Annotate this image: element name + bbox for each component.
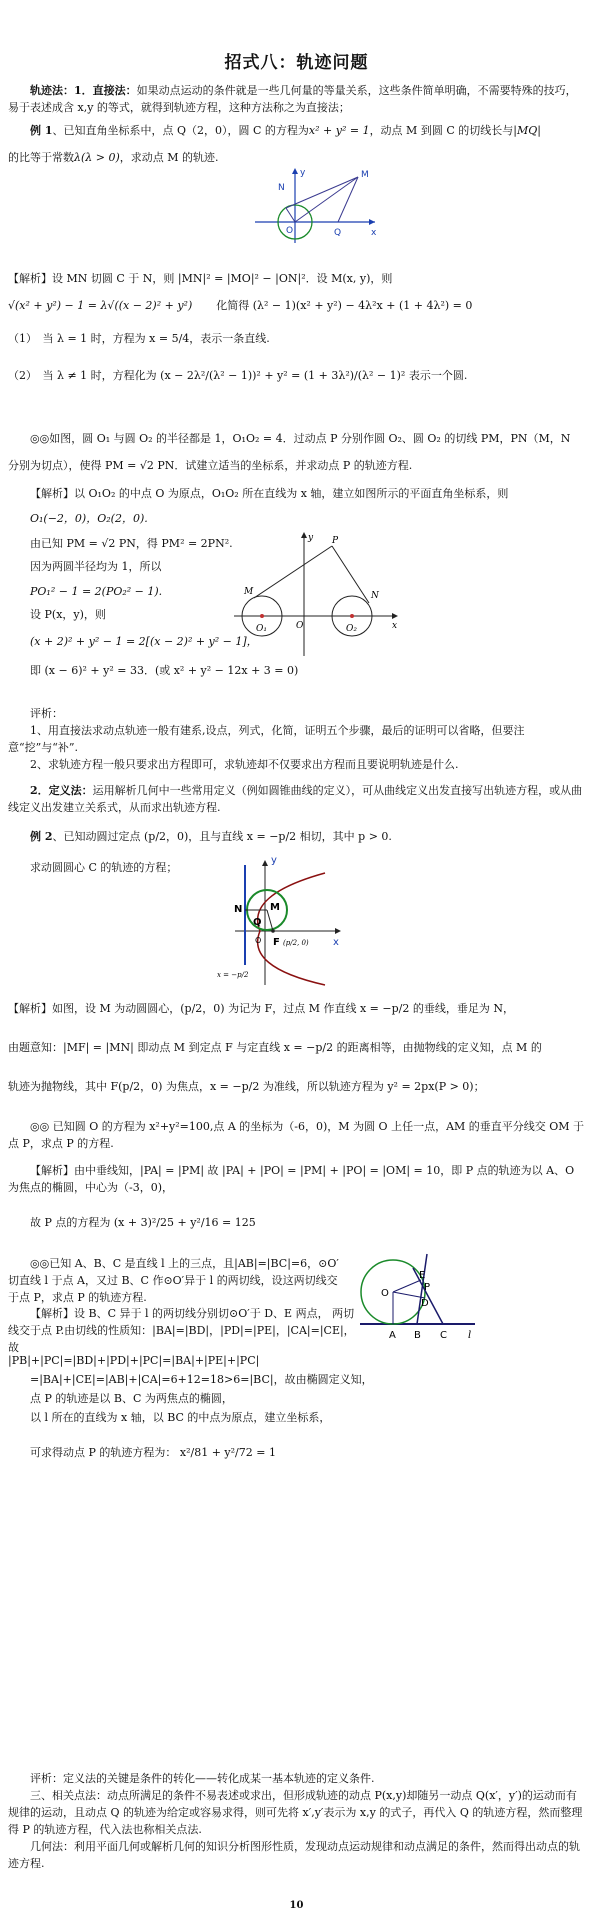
label-x: x [333,937,339,948]
label-l: l [468,1330,472,1341]
section-text: 如果动点运动的条件就是一些几何量的等量关系，这些条件简单明确，不需要特殊的技巧，易于表述成含 x,y 的等式，就得到轨迹方程，这种方法称之为直接法； [8,84,577,115]
remark-line: 评析：定义法的关键是条件的转化——转化成某一基本轨迹的定义条件. [30,1772,375,1785]
remark-point: 2、求轨迹方程一般只要求出方程即可，求轨迹却不仅要求出方程而且要说明轨迹是什么. [30,758,459,772]
solution-line: 【解析】如图，设 M 为动圆圆心，(p/2，0) 为记为 F，过点 M 作直线 x = −p/2 的垂线，垂足为 N， [8,1002,514,1015]
label-y: y [308,533,314,543]
section-direct-method [0,82,593,116]
example-text: 、已知动圆过定点 (p/2，0)，且与直线 x = −p/2 相切，其中 p > 0. [52,830,392,843]
figure-5 [355,1250,480,1342]
label-n: N [278,183,285,193]
tangent-pm [254,546,332,598]
solution-simplified: 化简得 (λ² − 1)(x² + y²) − 4λ²x + (1 + 4λ²) = 0 [216,299,473,313]
solution-1 [0,270,593,384]
label-m: M [244,587,254,597]
solution-line: 因为两圆半径均为 1，所以 [30,560,162,574]
label-e: E [419,1270,426,1281]
solution-line: |PB|+|PC|=|BD|+|PD|+|PC|=|BA|+|PE|+|PC| [8,1354,260,1367]
label-o2: O₂ [346,624,357,634]
solution-line: PO₁² − 1 = 2(PO₂² − 1). [30,585,163,599]
solution-line: 轨迹为抛物线，其中 F(p/2，0) 为焦点，x = −p/2 为准线，所以轨迹方程为 y² = 2px(P > 0)； [8,1080,485,1094]
geometric-method: 几何法：利用平面几何或解析几何的知识分析图形性质，发现动点运动规律和动点满足的条件，然而得出动点的轨迹方程. [8,1840,580,1871]
circle-equation: x² + y² = 1 [308,124,370,137]
tangent-mn [286,177,358,208]
section-definition-method [0,782,593,816]
solution-line: 由已知 PM = √2 PN，得 PM² = 2PN². [30,537,233,551]
label-x: x [392,621,398,631]
figure-2 [232,528,402,658]
label-p: P [332,536,339,546]
related-point-method: 三、相关点法：动点所满足的条件不易表述或求出，但形成轨迹的动点 P(x,y)却随另一动点 Q(x′，y′)的运动而有规律的运动，且动点 Q 的轨迹为给定或容易求得，则可先将 x′,y′表示为 x,y 的式子，再代入 Q 的轨迹方程，然而整理得 P 的轨迹方程，代入法也称相关点法. [8,1789,583,1837]
solution-case-1: （1） 当 λ = 1 时，方程为 x = 5/4，表示一条直线. [8,332,270,346]
label-y: y [271,855,277,866]
figure-1 [250,165,380,245]
lambda-constant: λ(λ > 0) [74,151,120,165]
figure-3 [215,855,345,990]
remark-1 [0,705,593,773]
example-text: ◎◎ 已知圆 O 的方程为 x²+y²=100,点 A 的坐标为（-6，0)，M 为圆 O 上任一点，AM 的垂直平分线交 OM 于点 P，求点 P 的方程. [8,1120,585,1151]
example-text: ，动点 M 到圆 C 的切线长与 [369,124,514,137]
example-label: 例 2 [30,830,53,843]
label-o1: O₁ [256,624,267,634]
solution-line: 设 P(x，y)，则 [30,608,106,622]
example-text: 、已知直角坐标系中，点 Q（2，0），圆 C 的方程为 [52,124,309,137]
remark-head: 评析： [30,707,63,720]
solution-line: 由题意知：|MF| = |MN| 即动点 M 到定点 F 与定直线 x = −p/2 的距离相等，由抛物线的定义知，点 M 的 [8,1041,542,1055]
label-y: y [300,168,306,178]
example-label: 例 1 [30,124,53,137]
solution-line: 【解析】设 MN 切圆 C 于 N，则 |MN|² = |MO|² − |ON|²．设 M(x, y)，则 [8,272,393,285]
example-two-circles [0,430,593,474]
label-o: O [381,1288,389,1299]
example-circle-o [0,1118,593,1152]
example-1 [0,122,593,166]
solution-case-2: （2） 当 λ ≠ 1 时，方程化为 (x − 2λ²/(λ² − 1))² + y² = (1 + 3λ²)/(λ² − 1)² 表示一个圆. [8,369,468,383]
label-o: O [286,226,294,236]
label-directrix: x = −p/2 [217,971,249,979]
section-heading: 轨迹法：1．直接法： [30,84,137,97]
label-a: A [389,1330,396,1341]
label-d: D [421,1298,429,1309]
solution-line: 即 (x − 6)² + y² = 33．(或 x² + y² − 12x + 3 = 0) [30,664,299,678]
solution-line: 可求得动点 P 的轨迹方程为： x²/81 + y²/72 = 1 [30,1446,276,1460]
solution-abc [0,1305,365,1356]
example-text: 求动圆圆心 C 的轨迹的方程； [30,861,178,875]
label-n: N [234,904,243,915]
label-x: x [371,228,377,238]
label-q: Q [253,917,262,928]
solution-line: 点 P 的轨迹是以 B、C 为两焦点的椭圆， [30,1392,233,1406]
label-o: O [255,936,262,945]
label-b: B [414,1330,421,1341]
remark-point: 1、用直接法求动点轨迹一般有建系,设点，列式，化简，证明五个步骤，最后的证明可以省略，但要注意“挖”与“补”. [8,724,525,755]
remark-2 [0,1770,593,1872]
mq-abs: |MQ| [513,124,541,137]
solution-circle-o [0,1162,593,1231]
label-n: N [371,591,379,601]
label-o: O [296,621,304,631]
solution-line: 故 P 点的方程为 (x + 3)²/25 + y²/16 = 125 [30,1216,256,1230]
solution-equation: √(x² + y²) − 1 = λ√((x − 2)² + y²) [8,299,193,313]
solution-line: 【解析】设 B、C 异于 l 的两切线分别切⊙O′于 D、E 两点， 两切线交于点 P.由切线的性质知：|BA|=|BD|，|PD|=|PE|，|CA|=|CE|，故 [8,1307,355,1355]
solution-line: 【解析】由中垂线知，|PA| = |PM| 故 |PA| + |PO| = |PM| + |PO| = |OM| = 10，即 P 点的轨迹为以 A、O 为焦点的椭圆，中心为（-3，0)， [8,1164,575,1195]
page-title: 招式八：轨迹问题 [224,53,369,73]
solution-abc-cont [0,1352,593,1461]
label-f-coord: (p/2, 0) [283,939,309,947]
example-text: 的比等于常数 [8,151,74,165]
label-c: C [440,1330,447,1341]
tangent-pn [332,546,369,603]
solution-line: 【解析】以 O₁O₂ 的中点 O 为原点，O₁O₂ 所在直线为 x 轴，建立如图所示的平面直角坐标系，则 [30,487,509,500]
solution-line: O₁(−2，0)，O₂(2，0). [30,512,148,526]
page-number: 10 [289,1900,304,1911]
segment-mo [295,177,358,222]
label-m: M [361,170,369,180]
solution-2 [0,1000,593,1095]
solution-line: 以 l 所在的直线为 x 轴，以 BC 的中点为原点，建立坐标系， [30,1411,331,1425]
solution-line: =|BA|+|CE|=|AB|+|CA|=6+12=18>6=|BC|，故由椭圆定义知， [30,1373,373,1387]
example-line: ◎◎如图，圆 O₁ 与圆 O₂ 的半径都是 1，O₁O₂ = 4．过动点 P 分别作圆 O₂、圆 O₂ 的切线 PM，PN（M，N [30,432,571,445]
label-p: P [424,1282,431,1293]
example-text: ◎◎已知 A、B、C 是直线 l 上的三点，且|AB|=|BC|=6，⊙O′切直线 l 于点 A，又过 B、C 作⊙O′异于 l 的两切线，设这两切线交于点 P，求点 P 的轨迹方程. [8,1257,339,1305]
section-text: 运用解析几何中一些常用定义（例如圆锥曲线的定义），可从曲线定义出发直接写出轨迹方程，或从曲线定义出发建立关系式，从而求出轨迹方程. [8,784,583,815]
label-f: F [273,937,280,948]
example-abc [0,1255,350,1306]
label-m: M [270,902,280,913]
example-line: 分别为切点），使得 PM = √2 PN．试建立适当的坐标系，并求动点 P 的轨迹方程. [8,459,413,473]
example-text: ，求动点 M 的轨迹. [119,151,219,165]
label-q: Q [334,228,342,238]
solution-line: (x + 2)² + y² − 1 = 2[(x − 2)² + y² − 1]， [30,635,258,649]
section-heading: 2．定义法： [30,784,93,797]
